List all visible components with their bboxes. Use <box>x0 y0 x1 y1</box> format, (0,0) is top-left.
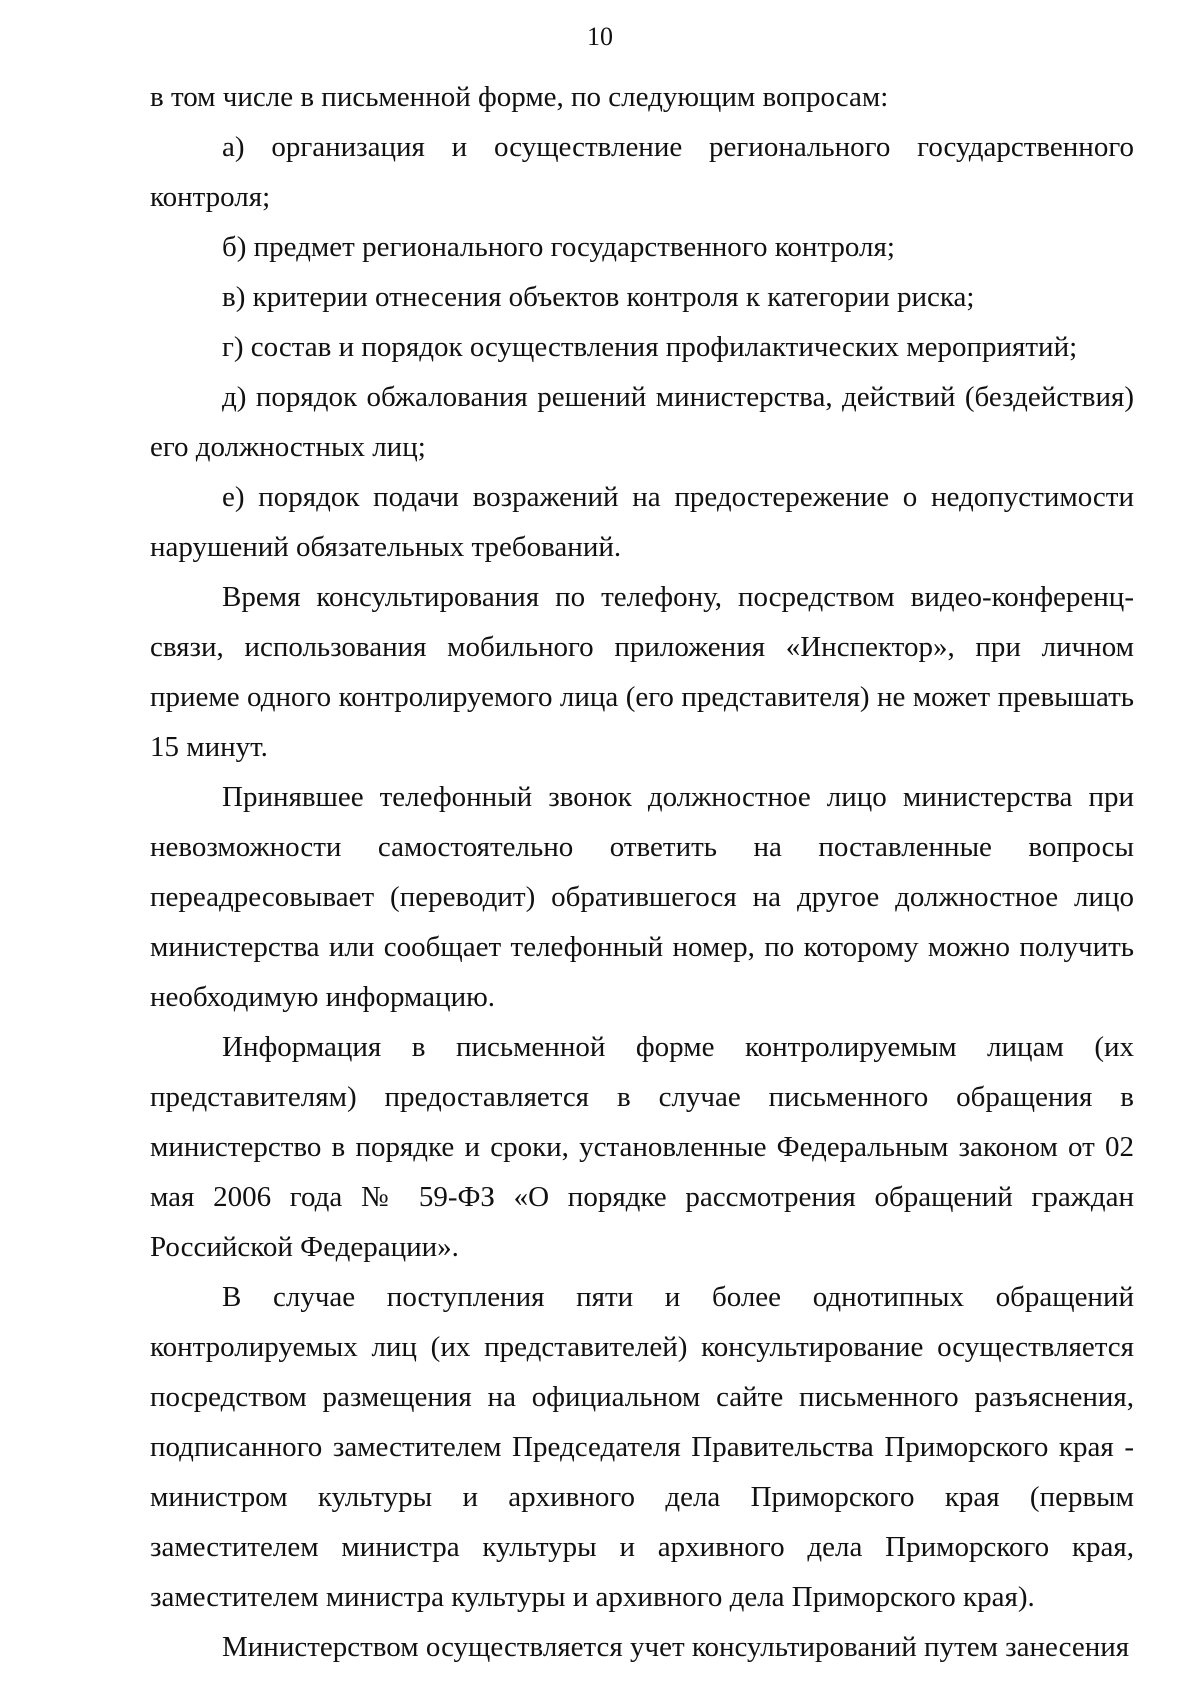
list-item-a: а) организация и осуществление регионального государственного контроля; <box>150 131 1134 213</box>
paragraph-consult-time: Время консультирования по телефону, посредством видео-конференц-связи, использования мобильного приложения «Инспектор», при личном приеме одного контролируемого лица (его представителя) не может превышать 15 минут. <box>150 581 1134 763</box>
paragraph-intro: в том числе в письменной форме, по следующим вопросам: <box>150 81 889 113</box>
page-number: 10 <box>587 22 613 51</box>
list-item-g: г) состав и порядок осуществления профилактических мероприятий; <box>222 331 1078 363</box>
list-item-e: е) порядок подачи возражений на предостережение о недопустимости нарушений обязательных требований. <box>150 481 1134 563</box>
list-item-v: в) критерии отнесения объектов контроля к категории риска; <box>222 281 975 313</box>
paragraph-phone-redirect: Принявшее телефонный звонок должностное лицо министерства при невозможности самостоятельно ответить на поставленные вопросы переадресовывает (переводит) обратившегося на другое должностное лицо министерства или сообщает телефонный номер, по которому можно получить необходимую информацию. <box>150 781 1134 1013</box>
paragraph-multiple-requests: В случае поступления пяти и более однотипных обращений контролируемых лиц (их представителей) консультирование осуществляется посредством размещения на официальном сайте письменного разъяснения, подписанного заместителем Председателя Правительства Приморского края - министром культуры и архивного дела Приморского края (первым заместителем министра культуры и архивного дела Приморского края, заместителем министра культуры и архивного дела Приморского края). <box>150 1281 1134 1613</box>
document-body <box>150 72 1134 1672</box>
list-item-b: б) предмет регионального государственного контроля; <box>222 231 895 263</box>
paragraph-written-info: Информация в письменной форме контролируемым лицам (их представителям) предоставляется в случае письменного обращения в министерство в порядке и сроки, установленные Федеральным законом от 02 мая 2006 года № 59-ФЗ «О порядке рассмотрения обращений граждан Российской Федерации». <box>150 1031 1134 1263</box>
list-item-d: д) порядок обжалования решений министерства, действий (бездействия) его должностных лиц; <box>150 381 1134 463</box>
paragraph-accounting: Министерством осуществляется учет консультирований путем занесения <box>222 1631 1130 1663</box>
